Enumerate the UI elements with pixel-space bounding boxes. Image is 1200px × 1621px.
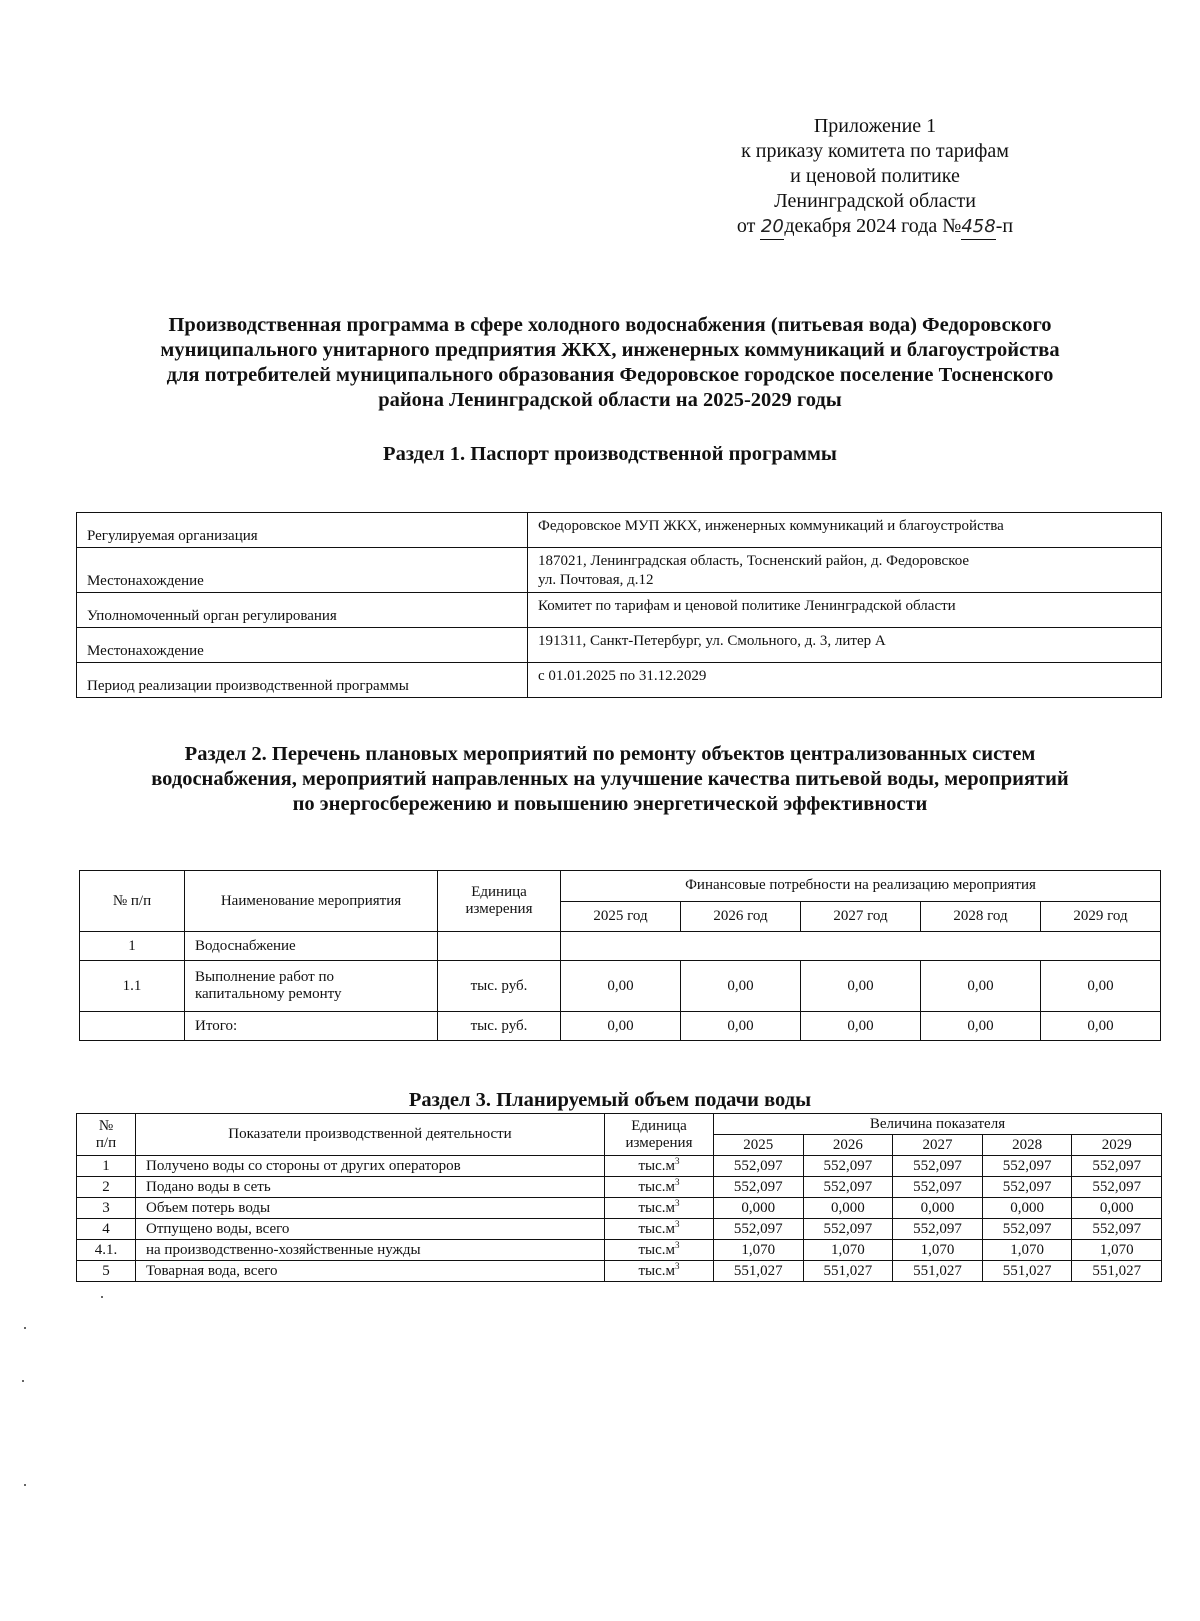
row-value: 0,00 (1041, 961, 1161, 1012)
date-middle: декабря 2024 года № (784, 215, 962, 237)
row-value: 0,00 (1041, 1012, 1161, 1041)
passport-table (76, 512, 1162, 698)
handwritten-number: 458 (961, 214, 995, 240)
unit-base: тыс.м (638, 1178, 676, 1195)
row-value: 0,00 (561, 961, 681, 1012)
column-header-name: Наименование мероприятия (185, 871, 438, 932)
unit-exponent: 3 (675, 1218, 680, 1229)
appendix-line-4: Ленинградской области (774, 190, 976, 212)
scan-speck (101, 1296, 103, 1298)
column-header-unit (605, 1114, 714, 1156)
section-2-title (80, 742, 1140, 817)
row-unit (605, 1240, 714, 1261)
num-header-line: № (98, 1117, 114, 1134)
row-name (185, 961, 438, 1012)
row-value: 552,097 (803, 1219, 893, 1240)
table-header-row (77, 1114, 1162, 1135)
row-unit (605, 1198, 714, 1219)
table-row (77, 548, 1162, 593)
row-name-line: Выполнение работ по (195, 969, 334, 985)
unit-header-line: Единица (631, 1117, 687, 1134)
row-num: 4.1. (77, 1240, 136, 1261)
passport-label: Период реализации производственной программы (77, 663, 528, 698)
main-title-line-1: Производственная программа в сфере холодного водоснабжения (питьевая вода) Федоровского (168, 314, 1052, 336)
section-3-title: Раздел 3. Планируемый объем подачи воды (408, 1089, 812, 1111)
row-value: 551,027 (1072, 1261, 1162, 1282)
row-value: 552,097 (803, 1177, 893, 1198)
row-indicator: Подано воды в сеть (136, 1177, 605, 1198)
row-value: 552,097 (982, 1219, 1072, 1240)
year-header: 2028 год (921, 901, 1041, 932)
main-title-line-2: муниципального унитарного предприятия ЖКХ, инженерных коммуникаций и благоустройства (160, 339, 1060, 361)
unit-base: тыс.м (638, 1157, 676, 1174)
row-indicator: Получено воды со стороны от других операторов (136, 1156, 605, 1177)
unit-base: тыс.м (638, 1241, 676, 1258)
year-header: 2027 год (801, 901, 921, 932)
row-value: 0,000 (893, 1198, 983, 1219)
row-value: 552,097 (1072, 1156, 1162, 1177)
passport-label: Местонахождение (77, 628, 528, 663)
table-row (80, 932, 1161, 961)
passport-value: 191311, Санкт-Петербург, ул. Смольного, д. 3, литер А (528, 628, 1162, 663)
row-unit (438, 932, 561, 961)
row-value: 552,097 (714, 1219, 804, 1240)
column-header-num (77, 1114, 136, 1156)
year-header: 2025 год (561, 901, 681, 932)
row-name-line: капитальному ремонту (195, 986, 342, 1002)
unit-exponent: 3 (675, 1197, 680, 1208)
row-value: 1,070 (1072, 1240, 1162, 1261)
row-name: Итого: (185, 1012, 438, 1041)
row-unit (605, 1177, 714, 1198)
row-unit: тыс. руб. (438, 1012, 561, 1041)
date-prefix: от (736, 215, 756, 237)
table-row (77, 1156, 1162, 1177)
row-value: 1,070 (803, 1240, 893, 1261)
row-value: 1,070 (714, 1240, 804, 1261)
volume-table-body (77, 1156, 1162, 1282)
row-value: 0,00 (801, 1012, 921, 1041)
table-row (80, 961, 1161, 1012)
main-title (80, 313, 1140, 413)
column-header-num: № п/п (80, 871, 185, 932)
row-value: 552,097 (982, 1156, 1072, 1177)
row-indicator: на производственно-хозяйственные нужды (136, 1240, 605, 1261)
row-num: 4 (77, 1219, 136, 1240)
row-name: Водоснабжение (185, 932, 438, 961)
row-value: 0,000 (982, 1198, 1072, 1219)
passport-value: Комитет по тарифам и ценовой политике Ленинградской области (528, 593, 1162, 628)
main-title-line-4: района Ленинградской области на 2025-2029 годы (378, 389, 842, 411)
table-row (77, 593, 1162, 628)
row-num: 3 (77, 1198, 136, 1219)
table-row (77, 1219, 1162, 1240)
row-value: 551,027 (803, 1261, 893, 1282)
appendix-line-3: и ценовой политике (790, 165, 960, 187)
row-values-empty (561, 932, 1161, 961)
unit-exponent: 3 (675, 1239, 680, 1250)
table-header-row (80, 871, 1161, 902)
section-2-title-line-3: по энергосбережению и повышению энергетической эффективности (292, 793, 928, 815)
row-indicator: Товарная вода, всего (136, 1261, 605, 1282)
column-header-unit (438, 871, 561, 932)
row-num: 2 (77, 1177, 136, 1198)
row-value: 551,027 (982, 1261, 1072, 1282)
row-value: 552,097 (1072, 1219, 1162, 1240)
row-value: 1,070 (982, 1240, 1072, 1261)
passport-value-line: ул. Почтовая, д.12 (538, 572, 654, 588)
row-value: 0,00 (681, 1012, 801, 1041)
passport-label: Местонахождение (77, 548, 528, 593)
appendix-line-1: Приложение 1 (813, 115, 937, 137)
appendix-header (690, 114, 1060, 240)
row-value: 552,097 (714, 1177, 804, 1198)
year-header: 2028 (982, 1135, 1072, 1156)
row-num: 1.1 (80, 961, 185, 1012)
unit-exponent: 3 (675, 1155, 680, 1166)
row-num: 1 (80, 932, 185, 961)
section-2-title-line-2: водоснабжения, мероприятий направленных на улучшение качества питьевой воды, мероприятий (151, 768, 1069, 790)
row-unit (605, 1219, 714, 1240)
unit-header-line: измерения (465, 901, 533, 917)
column-header-value: Величина показателя (714, 1114, 1162, 1135)
passport-value: с 01.01.2025 по 31.12.2029 (528, 663, 1162, 698)
row-value: 552,097 (893, 1156, 983, 1177)
row-value: 0,000 (714, 1198, 804, 1219)
year-header: 2026 год (681, 901, 801, 932)
scan-speck (24, 1327, 26, 1329)
table-row (77, 663, 1162, 698)
row-value: 552,097 (1072, 1177, 1162, 1198)
row-num: 1 (77, 1156, 136, 1177)
row-value: 0,000 (803, 1198, 893, 1219)
row-value: 552,097 (893, 1219, 983, 1240)
column-header-indicator: Показатели производственной деятельности (136, 1114, 605, 1156)
unit-header-line: Единица (471, 884, 527, 900)
unit-base: тыс.м (638, 1199, 676, 1216)
row-unit (605, 1156, 714, 1177)
appendix-date-line (690, 214, 1060, 240)
row-value: 0,00 (801, 961, 921, 1012)
appendix-line-2: к приказу комитета по тарифам (741, 140, 1009, 162)
number-suffix: -п (995, 215, 1014, 237)
main-title-line-3: для потребителей муниципального образования Федоровское городское поселение Тосненского (166, 364, 1054, 386)
row-value: 0,000 (1072, 1198, 1162, 1219)
year-header: 2029 (1072, 1135, 1162, 1156)
year-header: 2025 (714, 1135, 804, 1156)
year-header: 2027 (893, 1135, 983, 1156)
unit-base: тыс.м (638, 1262, 676, 1279)
row-indicator: Отпущено воды, всего (136, 1219, 605, 1240)
row-value: 552,097 (982, 1177, 1072, 1198)
num-header-line: п/п (95, 1134, 117, 1151)
row-value: 0,00 (921, 961, 1041, 1012)
row-value: 551,027 (893, 1261, 983, 1282)
scan-speck (22, 1380, 24, 1382)
row-value: 0,00 (921, 1012, 1041, 1041)
row-value: 552,097 (714, 1156, 804, 1177)
passport-label: Регулируемая организация (77, 513, 528, 548)
table-row (80, 1012, 1161, 1041)
table-row (77, 1261, 1162, 1282)
table-row (77, 628, 1162, 663)
measures-table (79, 870, 1161, 1041)
year-header: 2029 год (1041, 901, 1161, 932)
row-unit (605, 1261, 714, 1282)
scan-speck (24, 1484, 26, 1486)
table-row (77, 1240, 1162, 1261)
table-row (77, 1198, 1162, 1219)
row-value: 1,070 (893, 1240, 983, 1261)
unit-base: тыс.м (638, 1220, 676, 1237)
column-header-finance: Финансовые потребности на реализацию мероприятия (561, 871, 1161, 902)
row-unit: тыс. руб. (438, 961, 561, 1012)
year-header: 2026 (803, 1135, 893, 1156)
row-value: 552,097 (893, 1177, 983, 1198)
unit-header-line: измерения (625, 1134, 693, 1151)
volume-table (76, 1113, 1162, 1282)
row-value: 552,097 (803, 1156, 893, 1177)
unit-exponent: 3 (675, 1176, 680, 1187)
passport-label: Уполномоченный орган регулирования (77, 593, 528, 628)
passport-value-line: 187021, Ленинградская область, Тосненский район, д. Федоровское (538, 553, 970, 569)
passport-value (528, 548, 1162, 593)
section-1-title: Раздел 1. Паспорт производственной программы (383, 443, 837, 465)
row-value: 0,00 (681, 961, 801, 1012)
row-indicator: Объем потерь воды (136, 1198, 605, 1219)
row-value: 551,027 (714, 1261, 804, 1282)
passport-value: Федоровское МУП ЖКХ, инженерных коммуникаций и благоустройства (528, 513, 1162, 548)
table-row (77, 1177, 1162, 1198)
row-num (80, 1012, 185, 1041)
handwritten-day: 20 (760, 214, 784, 240)
unit-exponent: 3 (675, 1260, 680, 1271)
row-num: 5 (77, 1261, 136, 1282)
table-row (77, 513, 1162, 548)
section-2-title-line-1: Раздел 2. Перечень плановых мероприятий по ремонту объектов централизованных систем (184, 743, 1036, 765)
row-value: 0,00 (561, 1012, 681, 1041)
